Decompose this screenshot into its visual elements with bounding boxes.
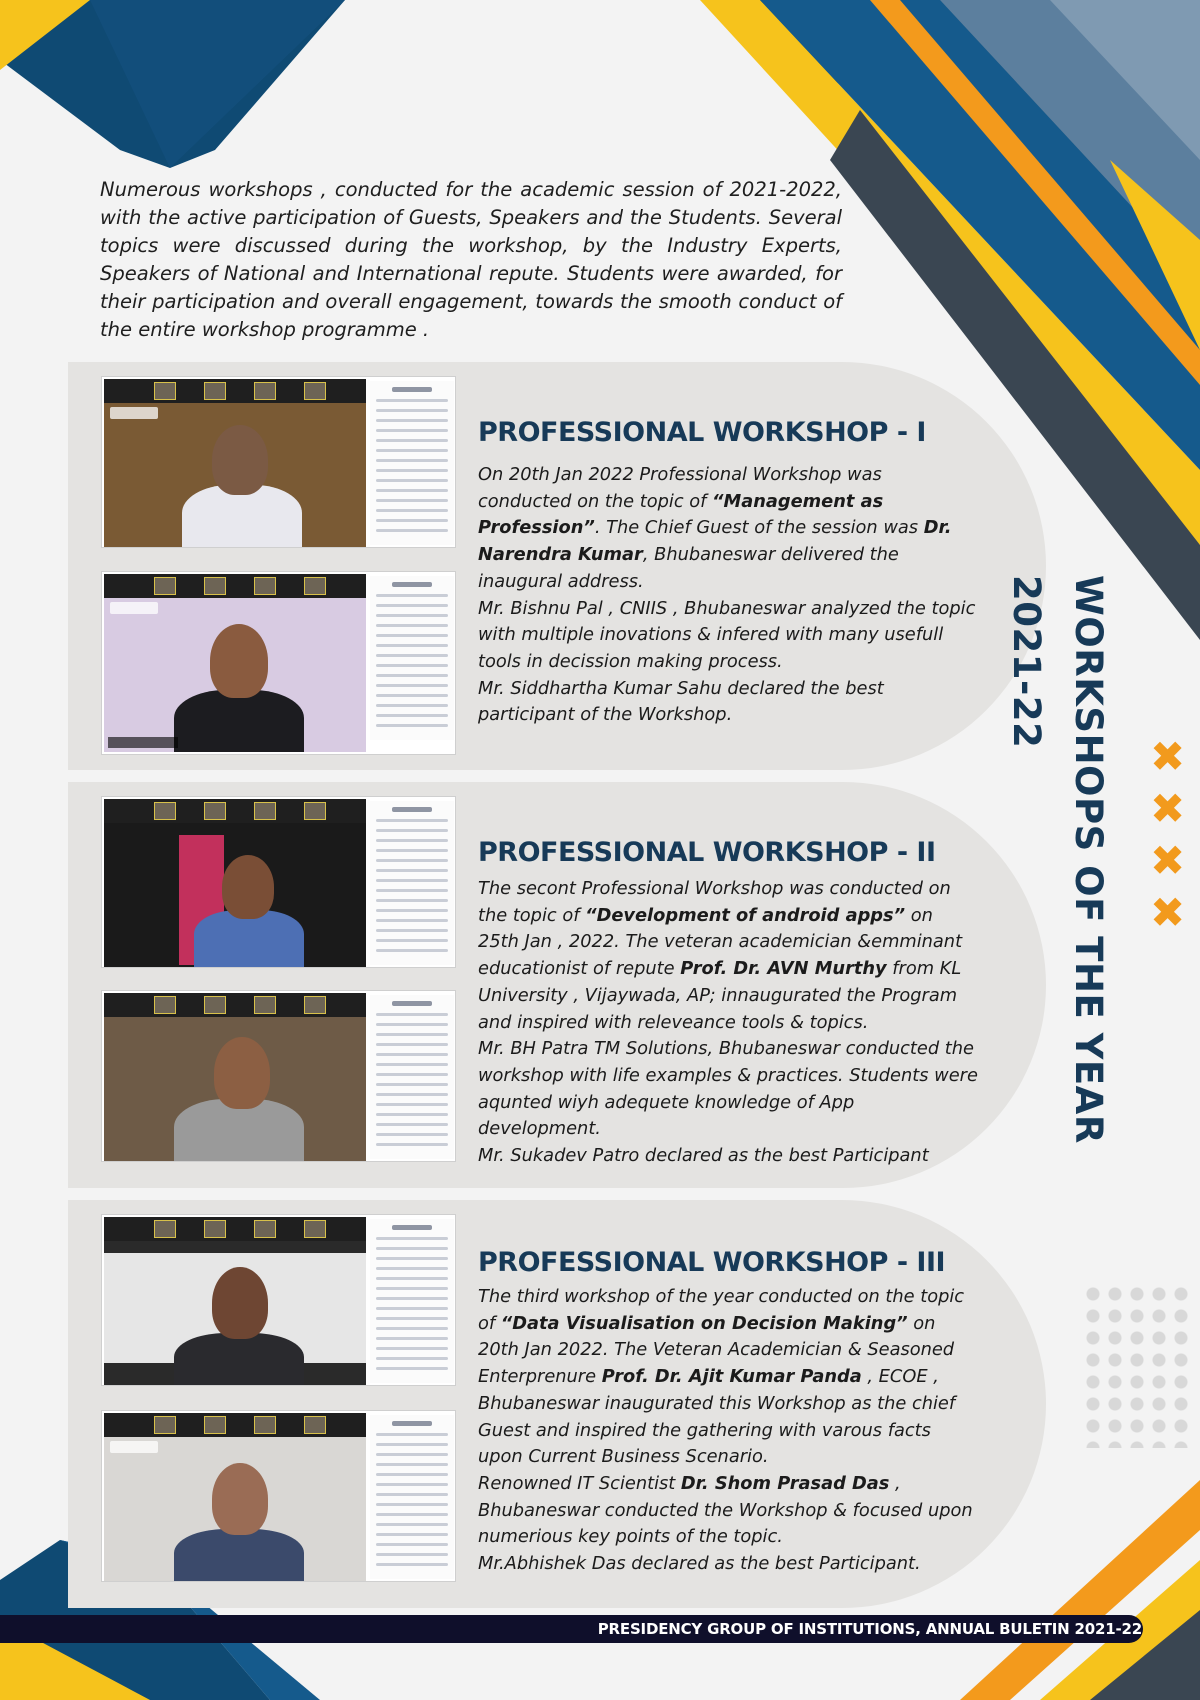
workshop-3-title: PROFESSIONAL WORKSHOP - III: [478, 1247, 946, 1278]
workshop-2-description: The secont Professional Workshop was conducted on the topic of “Development of android apps” on 25th Jan , 2022. The veteran academician &emminant educationist of repute Prof. Dr. AVN Murthy from KL University , Vijaywada, AP; innaugurated the Program and inspired with releveance tools & topics. Mr. BH Patra TM Solutions, Bhubaneswar conducted the workshop with life examples & practices. Students were aqunted wiyh adequete knowledge of App development. Mr. Sukadev Patro declared as the best Participant: [478, 878, 978, 1167]
zoom-screenshot: [101, 571, 456, 755]
workshop-1-title: PROFESSIONAL WORKSHOP - I: [478, 417, 926, 448]
zoom-screenshot: [101, 1214, 456, 1386]
workshop-card-1: [68, 362, 1046, 770]
side-title: WORKSHOPS OF THE YEAR 2021-22: [1005, 575, 1110, 1144]
x-mark-icon: ✖: [1150, 888, 1186, 937]
zoom-screenshot: [101, 990, 456, 1162]
workshop-card-2: [68, 782, 1046, 1188]
workshop-card-3: [68, 1200, 1046, 1608]
workshop-2-title: PROFESSIONAL WORKSHOP - II: [478, 837, 936, 868]
dot-pattern: [1082, 1283, 1192, 1448]
workshop-3-description: The third workshop of the year conducted on the topic of “Data Visualisation on Decision Making” on 20th Jan 2022. The Veteran Academician & Seasoned Enterprenure Prof. Dr. Ajit Kumar Panda , ECOE , Bhubaneswar inaugurated this Workshop as the chief Guest and inspired the gathering with varous facts upon Current Business Scenario. Renowned IT Scientist Dr. Shom Prasad Das , Bhubaneswar conducted the Workshop & focused upon numerious key points of the topic. Mr.Abhishek Das declared as the best Participant.: [478, 1286, 973, 1575]
x-mark-icon: ✖: [1150, 784, 1186, 833]
x-mark-icon: ✖: [1150, 732, 1186, 781]
zoom-screenshot: [101, 796, 456, 968]
intro-paragraph: Numerous workshops , conducted for the academic session of 2021-2022, with the active participation of Guests, Speakers and the Students. Several topics were discussed during the workshop, by the Industry Experts, Speakers of National and International repute. Students were awarded, for their participation and overall engagement, towards the smooth conduct of the entire workshop programme .: [100, 178, 842, 341]
workshop-1-description: On 20th Jan 2022 Professional Workshop was conducted on the topic of “Management as Profession”. The Chief Guest of the session was Dr. Narendra Kumar, Bhubaneswar delivered the inaugural address. Mr. Bishnu Pal , CNIIS , Bhubaneswar analyzed the topic with multiple inovations & infered with many usefull tools in decission making process. Mr. Siddhartha Kumar Sahu declared the best participant of the Workshop.: [478, 464, 976, 726]
zoom-screenshot: [101, 376, 456, 548]
zoom-screenshot: [101, 1410, 456, 1582]
footer-text: PRESIDENCY GROUP OF INSTITUTIONS, ANNUAL BULETIN 2021-22: [597, 1620, 1142, 1638]
x-mark-icon: ✖: [1150, 836, 1186, 885]
